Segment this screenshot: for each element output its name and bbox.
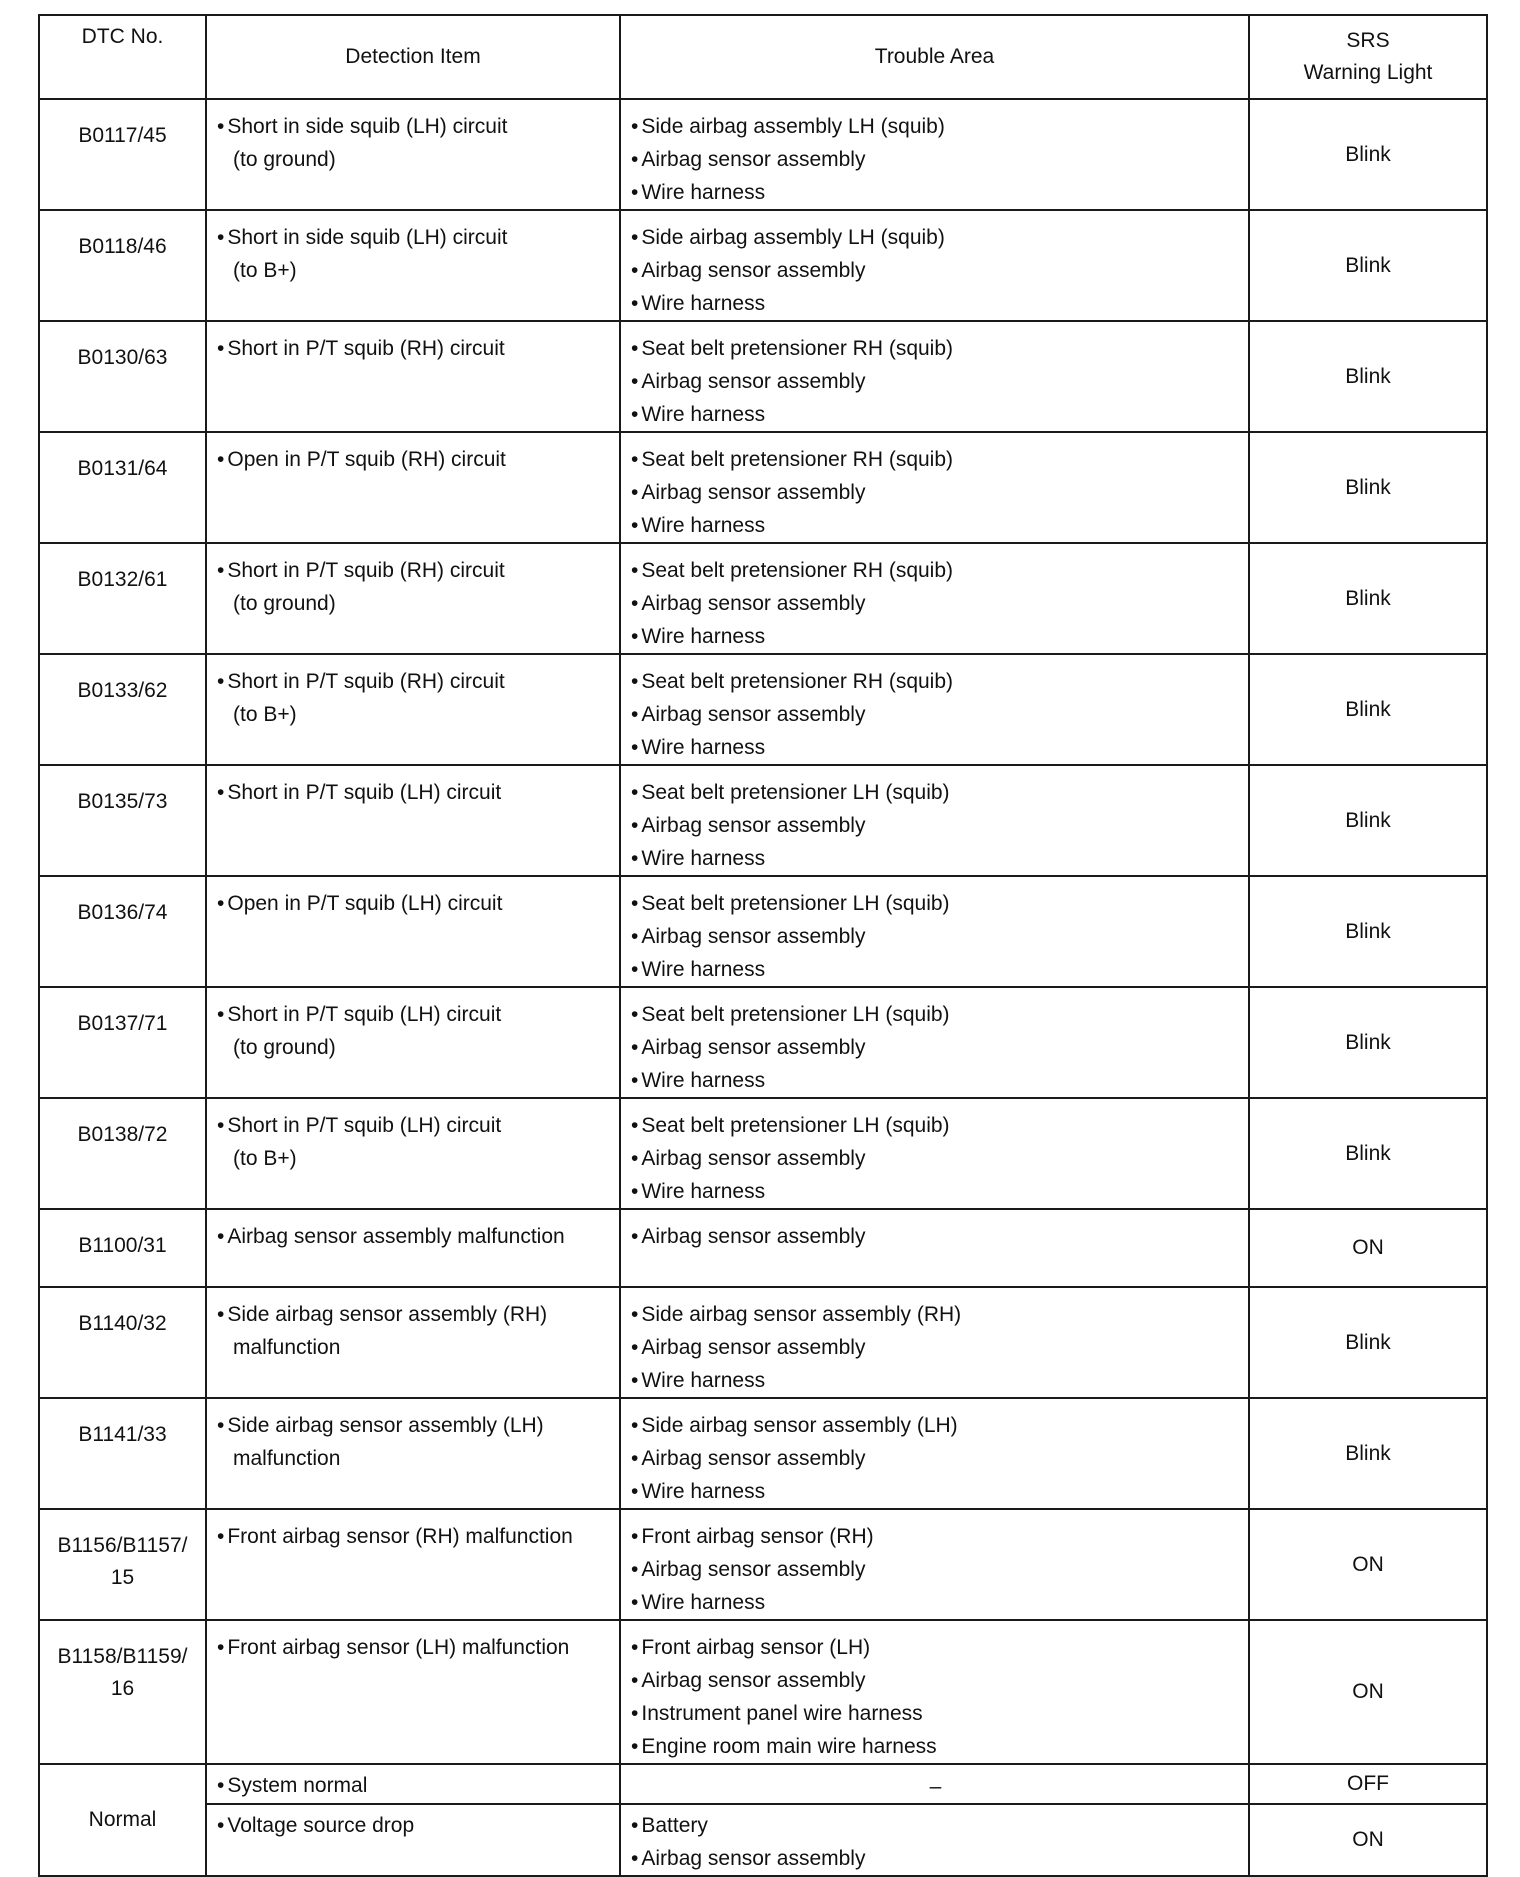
trouble-area-line: • Airbag sensor assembly [631,1842,1240,1875]
trouble-area-line: • Seat belt pretensioner LH (squib) [631,998,1240,1031]
dtc-code-cell [39,1098,206,1209]
detection-item-line: (to B+) [233,703,297,726]
trouble-area-cell [620,654,1249,765]
table-row [39,1620,1487,1764]
warning-light-cell: Blink [1249,987,1487,1098]
dtc-code-line: B0138/72 [77,1123,168,1146]
trouble-area-line: • Airbag sensor assembly [631,920,1240,953]
trouble-area-line: • Instrument panel wire harness [631,1697,1240,1730]
warning-light-cell: ON [1249,1804,1487,1876]
dtc-code-line: B0137/71 [77,1012,168,1035]
detection-item-line: • Voltage source drop [217,1809,611,1842]
trouble-area-dash: – [929,1774,942,1798]
trouble-area-line: • Wire harness [631,1586,1240,1619]
table-body [39,99,1487,1876]
table-row [39,1398,1487,1509]
dtc-code-cell [39,432,206,543]
trouble-area-cell [620,1098,1249,1209]
detection-item-cell [206,543,620,654]
normal-row-voltage-drop [39,1804,1487,1876]
detection-item-line: • Front airbag sensor (RH) malfunction [217,1520,611,1553]
trouble-area-cell [620,765,1249,876]
header-srs-warning-light [1249,15,1487,99]
warning-light-cell: Blink [1249,1098,1487,1209]
trouble-area-line: • Wire harness [631,953,1240,986]
detection-item-line: (to B+) [233,1147,297,1170]
table-row [39,876,1487,987]
detection-item-line: (to ground) [233,148,336,171]
header-srs-line2: Warning Light [1303,61,1433,84]
trouble-area-cell [620,1398,1249,1509]
dtc-code-line: B0136/74 [77,901,168,924]
trouble-area-line: • Airbag sensor assembly [631,1331,1240,1364]
trouble-area-line: • Front airbag sensor (LH) [631,1631,1240,1664]
dtc-table [38,14,1488,1877]
warning-light-cell: Blink [1249,765,1487,876]
warning-light-cell: Blink [1249,543,1487,654]
header-srs-line1: SRS [1346,29,1390,52]
detection-item-line: • Short in P/T squib (RH) circuit [217,665,611,698]
trouble-area-line: • Airbag sensor assembly [631,254,1240,287]
trouble-area-cell [620,210,1249,321]
detection-item-line: • Short in P/T squib (LH) circuit [217,776,611,809]
normal-row-system-normal [39,1764,1487,1804]
trouble-area-cell [620,1804,1249,1876]
table-row [39,1209,1487,1287]
header-dtc-no: DTC No. [39,15,206,99]
dtc-code-line: B0117/45 [78,124,167,147]
trouble-area-line: • Airbag sensor assembly [631,143,1240,176]
detection-item-line: • Short in P/T squib (LH) circuit [217,998,611,1031]
trouble-area-cell [620,1287,1249,1398]
detection-item-line: • Short in side squib (LH) circuit [217,221,611,254]
trouble-area-line: • Seat belt pretensioner RH (squib) [631,332,1240,365]
table-row [39,1287,1487,1398]
detection-item-line: malfunction [233,1336,341,1359]
trouble-area-line: • Wire harness [631,842,1240,875]
detection-item-cell [206,765,620,876]
detection-item-line: (to ground) [233,1036,336,1059]
trouble-area-line: • Airbag sensor assembly [631,365,1240,398]
table-row [39,99,1487,210]
trouble-area-line: • Front airbag sensor (RH) [631,1520,1240,1553]
trouble-area-line: • Engine room main wire harness [631,1730,1240,1763]
detection-item-line: • Short in P/T squib (RH) circuit [217,332,611,365]
dtc-code-cell [39,99,206,210]
trouble-area-line: • Airbag sensor assembly [631,698,1240,731]
trouble-area-line: • Seat belt pretensioner LH (squib) [631,1109,1240,1142]
table-row [39,654,1487,765]
trouble-area-line: • Side airbag assembly LH (squib) [631,110,1240,143]
detection-item-cell [206,654,620,765]
detection-item-line: • Open in P/T squib (LH) circuit [217,887,611,920]
warning-light-cell: ON [1249,1620,1487,1764]
dtc-code-cell [39,1287,206,1398]
trouble-area-line: • Wire harness [631,287,1240,320]
dtc-code-line: B1140/32 [78,1312,167,1335]
trouble-area-line: • Seat belt pretensioner RH (squib) [631,554,1240,587]
trouble-area-line: • Wire harness [631,398,1240,431]
detection-item-line: • Side airbag sensor assembly (LH) [217,1409,611,1442]
detection-item-cell [206,321,620,432]
dtc-code-line: 16 [110,1677,135,1700]
trouble-area-line: • Wire harness [631,1475,1240,1508]
trouble-area-cell [620,1764,1249,1804]
detection-item-cell [206,1509,620,1620]
detection-item-line: • Short in P/T squib (RH) circuit [217,554,611,587]
trouble-area-cell [620,1209,1249,1287]
trouble-area-line: • Airbag sensor assembly [631,1142,1240,1175]
warning-light-cell: Blink [1249,654,1487,765]
trouble-area-line: • Wire harness [631,1175,1240,1208]
table-row [39,432,1487,543]
detection-item-line: • Open in P/T squib (RH) circuit [217,443,611,476]
trouble-area-line: • Seat belt pretensioner LH (squib) [631,776,1240,809]
header-row [39,15,1487,99]
table-row [39,1509,1487,1620]
trouble-area-cell [620,432,1249,543]
dtc-code-cell [39,210,206,321]
detection-item-line: • System normal [217,1769,611,1802]
detection-item-line: • Airbag sensor assembly malfunction [217,1220,611,1253]
dtc-code-cell [39,543,206,654]
detection-item-cell [206,210,620,321]
trouble-area-line: • Wire harness [631,620,1240,653]
detection-item-line: • Front airbag sensor (LH) malfunction [217,1631,611,1664]
trouble-area-line: • Wire harness [631,1064,1240,1097]
trouble-area-cell [620,987,1249,1098]
warning-light-cell: Blink [1249,876,1487,987]
detection-item-line: malfunction [233,1447,341,1470]
detection-item-cell [206,876,620,987]
trouble-area-line: • Wire harness [631,176,1240,209]
trouble-area-line: • Airbag sensor assembly [631,1664,1240,1697]
warning-light-cell: Blink [1249,432,1487,543]
detection-item-line: (to ground) [233,592,336,615]
warning-light-cell: ON [1249,1209,1487,1287]
dtc-code-line: B1156/B1157/ [57,1534,188,1557]
trouble-area-line: • Wire harness [631,509,1240,542]
header-detection-item: Detection Item [206,15,620,99]
normal-code-cell: Normal [39,1764,206,1876]
warning-light-cell: ON [1249,1509,1487,1620]
detection-item-line: • Short in P/T squib (LH) circuit [217,1109,611,1142]
dtc-code-cell [39,1209,206,1287]
table-row [39,543,1487,654]
trouble-area-line: • Side airbag assembly LH (squib) [631,221,1240,254]
table-row [39,1098,1487,1209]
dtc-code-cell [39,987,206,1098]
dtc-code-cell [39,1509,206,1620]
detection-item-cell [206,1620,620,1764]
trouble-area-cell [620,1620,1249,1764]
dtc-code-line: B1158/B1159/ [57,1645,188,1668]
dtc-code-line: B1100/31 [78,1234,167,1257]
dtc-code-line: 15 [110,1566,135,1589]
detection-item-cell [206,1804,620,1876]
detection-item-cell [206,1398,620,1509]
trouble-area-line: • Seat belt pretensioner RH (squib) [631,443,1240,476]
detection-item-line: • Side airbag sensor assembly (RH) [217,1298,611,1331]
detection-item-cell [206,1764,620,1804]
warning-light-cell: Blink [1249,321,1487,432]
trouble-area-line: • Wire harness [631,1364,1240,1397]
header-trouble-area: Trouble Area [620,15,1249,99]
trouble-area-line: • Airbag sensor assembly [631,1442,1240,1475]
trouble-area-line: • Airbag sensor assembly [631,1220,1240,1253]
dtc-code-cell [39,654,206,765]
trouble-area-line: • Wire harness [631,731,1240,764]
dtc-code-cell [39,1398,206,1509]
detection-item-line: • Short in side squib (LH) circuit [217,110,611,143]
trouble-area-cell [620,876,1249,987]
table-row [39,321,1487,432]
dtc-code-line: B0130/63 [77,346,168,369]
warning-light-cell: Blink [1249,1398,1487,1509]
dtc-code-line: B0131/64 [77,457,168,480]
dtc-code-cell [39,876,206,987]
dtc-code-cell [39,321,206,432]
trouble-area-line: • Airbag sensor assembly [631,587,1240,620]
trouble-area-line: • Side airbag sensor assembly (LH) [631,1409,1240,1442]
warning-light-cell: Blink [1249,99,1487,210]
detection-item-cell [206,99,620,210]
detection-item-line: (to B+) [233,259,297,282]
dtc-code-line: B0135/73 [77,790,168,813]
trouble-area-line: • Seat belt pretensioner LH (squib) [631,887,1240,920]
warning-light-cell: Blink [1249,1287,1487,1398]
dtc-code-cell [39,765,206,876]
trouble-area-cell [620,99,1249,210]
warning-light-cell: OFF [1249,1764,1487,1804]
trouble-area-cell [620,543,1249,654]
dtc-code-line: B0133/62 [77,679,168,702]
dtc-code-cell [39,1620,206,1764]
detection-item-cell [206,987,620,1098]
table-header [39,15,1487,99]
table-row [39,987,1487,1098]
trouble-area-line: • Seat belt pretensioner RH (squib) [631,665,1240,698]
warning-light-cell: Blink [1249,210,1487,321]
detection-item-cell [206,432,620,543]
detection-item-cell [206,1209,620,1287]
trouble-area-cell [620,1509,1249,1620]
trouble-area-line: • Side airbag sensor assembly (RH) [631,1298,1240,1331]
trouble-area-line: • Airbag sensor assembly [631,1031,1240,1064]
table-row [39,765,1487,876]
dtc-code-line: B0132/61 [77,568,168,591]
trouble-area-line: • Airbag sensor assembly [631,476,1240,509]
trouble-area-line: • Airbag sensor assembly [631,809,1240,842]
table-row [39,210,1487,321]
detection-item-cell [206,1287,620,1398]
trouble-area-line: • Airbag sensor assembly [631,1553,1240,1586]
dtc-code-line: B0118/46 [78,235,167,258]
dtc-code-line: B1141/33 [78,1423,167,1446]
detection-item-cell [206,1098,620,1209]
trouble-area-cell [620,321,1249,432]
trouble-area-line: • Battery [631,1809,1240,1842]
